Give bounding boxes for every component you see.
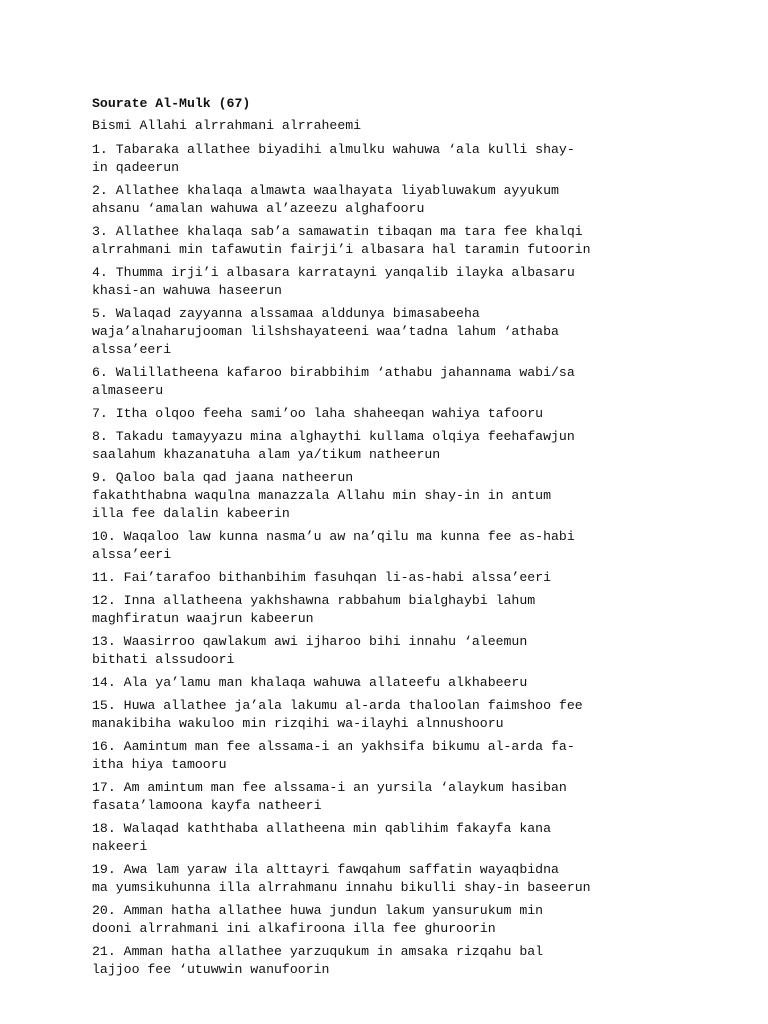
verse-1: 1. Tabaraka allathee biyadihi almulku wahuwa ‘ala kulli shay- in qadeerun (92, 142, 575, 175)
verse-6: 6. Walillatheena kafaroo birabbihim ‘athabu jahannama wabi/sa almaseeru (92, 365, 575, 398)
document-content (92, 95, 752, 984)
verse-bismillah: Bismi Allahi alrrahmani alrraheemi (92, 118, 362, 133)
verse-8: 8. Takadu tamayyazu mina alghaythi kullama olqiya feehafawjun saalahum khazanatuha alam ya/tikum natheerun (92, 429, 575, 462)
verse-11: 11. Fai’tarafoo bithanbihim fasuhqan li-as-habi alssa’eeri (92, 570, 551, 585)
verse-2: 2. Allathee khalaqa almawta waalhayata liyabluwakum ayyukum ahsanu ‘amalan wahuwa al’azeezu alghafooru (92, 183, 559, 216)
verse-18: 18. Walaqad kaththaba allatheena min qablihim fakayfa kana nakeeri (92, 821, 551, 854)
verse-4: 4. Thumma irji’i albasara karratayni yanqalib ilayka albasaru khasi-an wahuwa haseerun (92, 265, 575, 298)
verse-3: 3. Allathee khalaqa sab’a samawatin tibaqan ma tara fee khalqi alrrahmani min tafawutin fairji’i albasara hal taramin futoorin (92, 224, 591, 257)
verse-21: 21. Amman hatha allathee yarzuqukum in amsaka rizqahu bal lajjoo fee ‘utuwwin wanufoorin (92, 944, 544, 977)
verse-9: 9. Qaloo bala qad jaana natheerun fakaththabna waqulna manazzala Allahu min shay-in in antum illa fee dalalin kabeerin (92, 470, 551, 521)
verse-7: 7. Itha olqoo feeha sami’oo laha shaheeqan wahiya tafooru (92, 406, 544, 421)
document-title: Sourate Al-Mulk (67) (92, 96, 251, 111)
verse-12: 12. Inna allatheena yakhshawna rabbahum bialghaybi lahum maghfiratun waajrun kabeerun (92, 593, 536, 626)
verse-10: 10. Waqaloo law kunna nasma’u aw na’qilu ma kunna fee as-habi alssa’eeri (92, 529, 575, 562)
verse-15: 15. Huwa allathee ja’ala lakumu al-arda thaloolan faimshoo fee manakibiha wakuloo min rizqihi wa-ilayhi alnnushooru (92, 698, 583, 731)
verse-17: 17. Am amintum man fee alssama-i an yursila ‘alaykum hasiban fasata’lamoona kayfa natheeri (92, 780, 567, 813)
verse-20: 20. Amman hatha allathee huwa jundun lakum yansurukum min dooni alrrahmani ini alkafiroona illa fee ghuroorin (92, 903, 544, 936)
verse-14: 14. Ala ya’lamu man khalaqa wahuwa allateefu alkhabeeru (92, 675, 528, 690)
verse-5: 5. Walaqad zayyanna alssamaa alddunya bimasabeeha waja’alnaharujooman lilshshayateeni waa’tadna lahum ‘athaba alssa’eeri (92, 306, 559, 357)
verse-16: 16. Aamintum man fee alssama-i an yakhsifa bikumu al-arda fa- itha hiya tamooru (92, 739, 575, 772)
verse-19: 19. Awa lam yaraw ila alttayri fawqahum saffatin wayaqbidna ma yumsikuhunna illa alrrahmanu innahu bikulli shay-in baseerun (92, 862, 591, 895)
verse-13: 13. Waasirroo qawlakum awi ijharoo bihi innahu ‘aleemun bithati alssudoori (92, 634, 528, 667)
